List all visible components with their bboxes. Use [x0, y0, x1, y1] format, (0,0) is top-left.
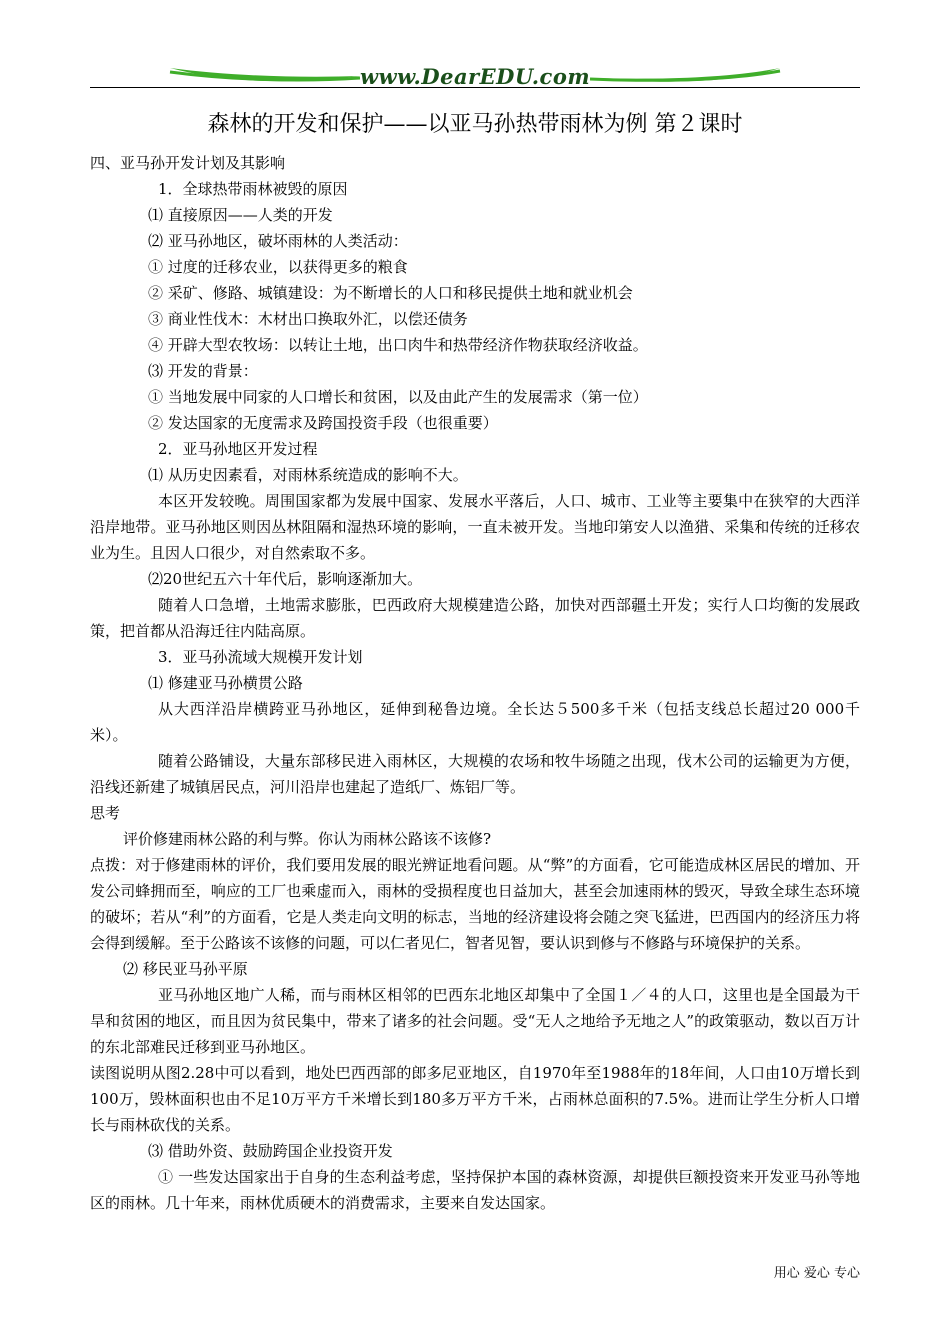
list-item: ① 当地发展中同家的人口增长和贫困，以及由此产生的发展需求（第一位） [148, 388, 648, 406]
list-item: ⑵ 亚马孙地区，破坏雨林的人类活动： [148, 232, 408, 250]
body-paragraph: 从大西洋沿岸横跨亚马孙地区，延伸到秘鲁边境。全长达５500多千米（包括支线总长超过20 000千米）。 [90, 700, 860, 744]
section-heading: 四、亚马孙开发计划及其影响 [90, 154, 286, 172]
list-item: ② 采矿、修路、城镇建设：为不断增长的人口和移民提供土地和就业机会 [148, 284, 633, 302]
page-footer: 用心 爱心 专心 [773, 1266, 860, 1281]
list-item: ⑴ 修建亚马孙横贯公路 [148, 674, 303, 692]
list-item: ③ 商业性伐木：木材出口换取外汇，以偿还债务 [148, 310, 468, 328]
list-item: ⑶ 借助外资、鼓励跨国企业投资开发 [148, 1142, 393, 1160]
list-item: ⑶ 开发的背景： [148, 362, 258, 380]
document-body [90, 150, 860, 1216]
body-paragraph: 本区开发较晚。周围国家都为发展中国家、发展水平落后，人口、城市、工业等主要集中在狭窄的大西洋沿岸地带。亚马孙地区则因丛林阻隔和湿热环境的影响，一直未被开发。当地印第安人以渔猎、采集和传统的迁移农业为生。且因人口很少，对自然索取不多。 [90, 492, 860, 562]
question-text: 评价修建雨林公路的利与弊。你认为雨林公路该不该修? [123, 830, 492, 848]
subsection-heading: 2．亚马孙地区开发过程 [158, 440, 318, 458]
list-item: ⑴ 直接原因——人类的开发 [148, 206, 333, 224]
body-paragraph: ① 一些发达国家出于自身的生态利益考虑，坚持保护本国的森林资源，却提供巨额投资来开发亚马孙等地区的雨林。几十年来，雨林优质硬木的消费需求，主要来自发达国家。 [90, 1168, 860, 1212]
body-paragraph: 亚马孙地区地广人稀，而与雨林区相邻的巴西东北地区却集中了全国１／４的人口，这里也是全国最为干旱和贫困的地区，而且因为贫民集中，带来了诸多的社会问题。受“无人之地给予无地之人”的政策驱动，数以百万计的东北部难民迁移到亚马孙地区。 [90, 986, 860, 1056]
site-logo-text[interactable]: www.DearEDU.com [359, 64, 591, 89]
subsection-heading: 1．全球热带雨林被毁的原因 [158, 180, 348, 198]
body-paragraph: 随着人口急增，土地需求膨胀，巴西政府大规模建造公路，加快对西部疆土开发；实行人口均衡的发展政策，把首都从沿海迁往内陆高原。 [90, 596, 860, 640]
subsection-heading: 3．亚马孙流域大规模开发计划 [158, 648, 363, 666]
list-item: ④ 开辟大型农牧场：以转让土地，出口肉牛和热带经济作物获取经济收益。 [148, 336, 648, 354]
body-paragraph: 随着公路铺设，大量东部移民进入雨林区，大规模的农场和牧牛场随之出现，伐木公司的运输更为方便，沿线还新建了城镇居民点，河川沿岸也建起了造纸厂、炼铝厂等。 [90, 752, 860, 796]
list-item: ② 发达国家的无度需求及跨国投资手段（也很重要） [148, 414, 498, 432]
page-title: 森林的开发和保护——以亚马孙热带雨林为例 第２课时 [207, 112, 743, 137]
body-paragraph: 读图说明从图2.28中可以看到，地处巴西西部的郎多尼亚地区，自1970年至1988年的18年间，人口由10万增长到100万，毁林面积也由不足10万平方千米增长到180多万平方千米，占雨林总面积的7.5%。进而让学生分析人口增长与雨林砍伐的关系。 [90, 1064, 860, 1134]
header-divider [90, 87, 860, 88]
list-item: ① 过度的迁移农业，以获得更多的粮食 [148, 258, 408, 276]
think-heading: 思考 [90, 804, 121, 822]
list-item: ⑵20世纪五六十年代后，影响逐渐加大。 [148, 570, 423, 588]
list-item: ⑴ 从历史因素看，对雨林系统造成的影响不大。 [148, 466, 468, 484]
list-item: ⑵ 移民亚马孙平原 [123, 960, 248, 978]
hint-paragraph: 点拨：对于修建雨林的评价，我们要用发展的眼光辨证地看问题。从“弊”的方面看，它可能造成林区居民的增加、开发公司蜂拥而至，响应的工厂也乘虚而入，雨林的受损程度也日益加大，甚至会加速雨林的毁灭，导致全球生态环境的破坏；若从“利”的方面看，它是人类走向文明的标志，当地的经济建设将会随之突飞猛进，巴西国内的经济压力将会得到缓解。至于公路该不该修的问题，可以仁者见仁，智者见智，要认识到修与不修路与环境保护的关系。 [90, 856, 860, 952]
